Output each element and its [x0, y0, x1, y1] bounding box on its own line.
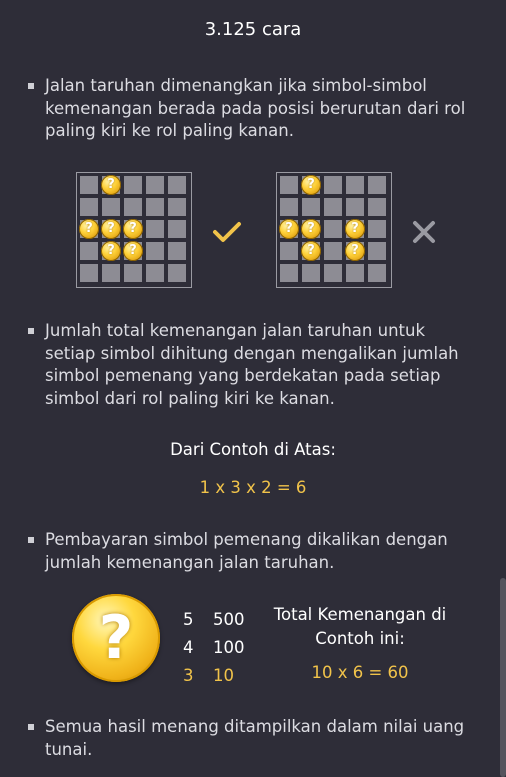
- grid-cell: [346, 198, 364, 216]
- coin-icon: ?: [123, 241, 143, 261]
- grid-cell: [124, 264, 142, 282]
- example-calculation: 1 x 3 x 2 = 6: [199, 478, 307, 497]
- paytable-row: [183, 608, 245, 636]
- grid-cell: [324, 220, 342, 238]
- coin-icon: ?: [279, 219, 299, 239]
- grid-cell: [346, 264, 364, 282]
- grid-cell: [368, 242, 386, 260]
- coin-icon: ?: [301, 219, 321, 239]
- bullet-dot: [28, 537, 34, 543]
- grid-cell: [368, 220, 386, 238]
- grid-cell: [80, 198, 98, 216]
- paytable-payout: 10: [213, 666, 234, 685]
- grid-cell: [80, 242, 98, 260]
- gold-question-coin-icon: ?: [72, 594, 160, 682]
- grid-cell: [280, 242, 298, 260]
- grid-cell: [146, 242, 164, 260]
- grid-cell: [324, 176, 342, 194]
- grid-cell: [280, 264, 298, 282]
- example-grid-invalid: [276, 172, 392, 288]
- paytable-payout: 500: [213, 610, 245, 629]
- check-icon: [212, 220, 242, 244]
- grid-cell: [168, 198, 186, 216]
- grid-cell: [324, 242, 342, 260]
- total-win-value: 10 x 6 = 60: [311, 663, 409, 682]
- example-grid-valid: [76, 172, 192, 288]
- grid-cell: [80, 176, 98, 194]
- paytable-count: 4: [183, 638, 194, 657]
- bullet-dot: [28, 328, 34, 334]
- grid-cell: [124, 176, 142, 194]
- grid-cell: [280, 198, 298, 216]
- paytable-row: [183, 636, 245, 664]
- rule-bullet-2: [28, 320, 478, 410]
- grid-cell: [146, 176, 164, 194]
- cross-icon: [410, 218, 438, 246]
- coin-icon: ?: [345, 219, 365, 239]
- grid-cell: [146, 198, 164, 216]
- grid-cell: [102, 198, 120, 216]
- grid-cell: [280, 176, 298, 194]
- grid-cell: [168, 242, 186, 260]
- coin-icon: ?: [345, 241, 365, 261]
- rule-text-1: Jalan taruhan dimenangkan jika simbol-simbol kemenangan berada pada posisi berurutan dari rol paling kiri ke rol paling kanan.: [45, 76, 466, 140]
- grid-cell: [346, 176, 364, 194]
- coin-icon: ?: [101, 219, 121, 239]
- grid-cell: [302, 264, 320, 282]
- grid-cell: [368, 176, 386, 194]
- coin-icon: ?: [79, 219, 99, 239]
- paytable-count: 3: [183, 666, 194, 685]
- paytable-count: 5: [183, 610, 194, 629]
- page-title: 3.125 cara: [204, 19, 302, 40]
- coin-icon: ?: [101, 241, 121, 261]
- grid-cell: [368, 264, 386, 282]
- grid-cell: [168, 176, 186, 194]
- bullet-dot: [28, 724, 34, 730]
- grid-cell: [368, 198, 386, 216]
- paytable: [183, 608, 245, 692]
- grid-cell: [168, 220, 186, 238]
- grid-cell: [146, 220, 164, 238]
- rule-bullet-4: [28, 716, 478, 761]
- coin-icon: ?: [123, 219, 143, 239]
- rule-bullet-1: [28, 75, 478, 143]
- coin-icon: ?: [101, 175, 121, 195]
- rule-text-3: Pembayaran simbol pemenang dikalikan dengan jumlah kemenangan jalan taruhan.: [45, 530, 448, 572]
- rule-text-4: Semua hasil menang ditampilkan dalam nilai uang tunai.: [45, 717, 465, 759]
- rule-text-2: Jumlah total kemenangan jalan taruhan untuk setiap simbol dihitung dengan mengalikan jumlah simbol pemenang yang berdekatan pada setiap simbol dari rol paling kiri ke kanan.: [45, 321, 459, 408]
- paytable-row: [183, 664, 245, 692]
- grid-cell: [146, 264, 164, 282]
- grid-cell: [302, 198, 320, 216]
- grid-cell: [324, 264, 342, 282]
- scrollbar-thumb[interactable]: [500, 578, 506, 777]
- example-label: Dari Contoh di Atas:: [170, 440, 336, 459]
- bullet-dot: [28, 83, 34, 89]
- paytable-payout: 100: [213, 638, 245, 657]
- coin-icon: ?: [301, 241, 321, 261]
- coin-icon: ?: [301, 175, 321, 195]
- grid-cell: [102, 264, 120, 282]
- grid-cell: [168, 264, 186, 282]
- rule-bullet-3: [28, 529, 478, 574]
- grid-cell: [324, 198, 342, 216]
- total-win-label: Total Kemenangan di Contoh ini:: [273, 605, 447, 648]
- grid-cell: [80, 264, 98, 282]
- grid-cell: [124, 198, 142, 216]
